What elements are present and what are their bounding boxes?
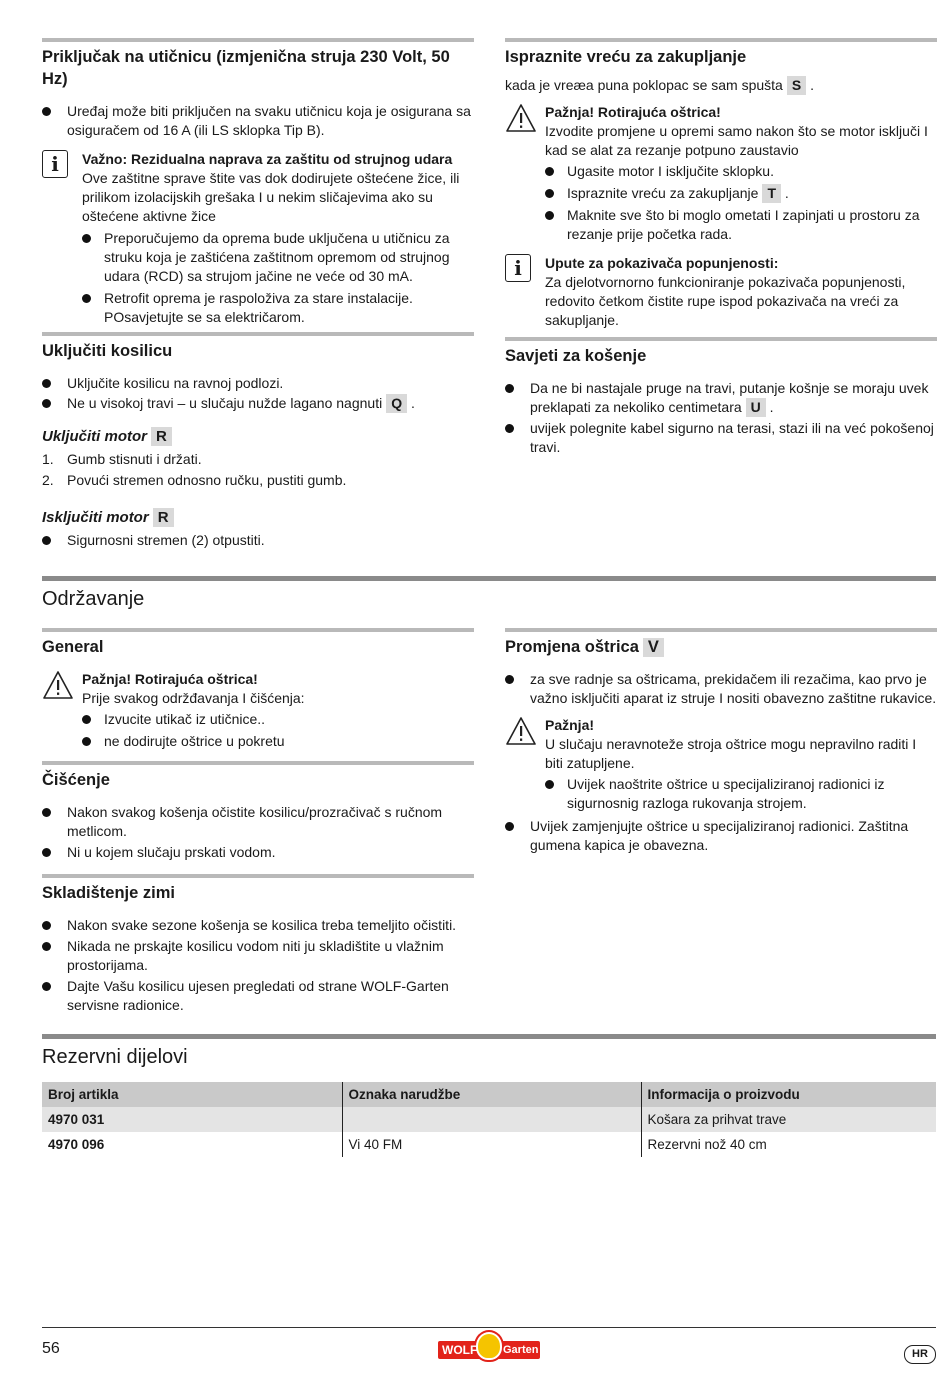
info-note [505,254,937,330]
list-item: Ni u kojem slučaju prskati vodom. [42,843,474,862]
table-header: Informacija o proizvodu [641,1082,936,1107]
list-item: Uključite kosilicu na ravnoj podlozi. [42,374,474,393]
warning-note [42,670,474,751]
list-item: Da ne bi nastajale pruge na travi, putanje košnje se moraju uvek preklapati za nekoliko centimetara U . [505,379,937,417]
table-cell: Košara za prihvat trave [641,1107,936,1132]
section-switch-on [42,332,474,551]
section-title: Rezervni dijelovi [42,1046,188,1068]
section-title: General [42,638,104,656]
section-title: Savjeti za košenje [505,347,647,365]
subheading: Isključiti motor R [42,508,474,527]
note-title: Pažnja! [545,717,595,733]
bullet-list [42,803,474,862]
list-item: Uvijek naoštrite oštrice u specijaliziranoj radionici iz sigurnosnig razloga rukovanja strojem. [545,775,937,813]
list-item: Preporučujemo da oprema bude uključena u utičnicu za struku koja je zaštićena zaštitnom opremom od strujnog udara (RCD) sa strujom jačine ne veće od 30 mA. [82,229,474,286]
section-winter-storage [42,874,474,1016]
list-item: Izvucite utikač iz utičnice.. [82,710,474,729]
section-title: Skladištenje zimi [42,884,175,902]
bullet-list [505,670,937,708]
list-item: za sve radnje sa oštricama, prekidačem ili rezačima, kao prvo je važno isključiti aparat iz struje I nositi obavezno zaštitne rukavice. [505,670,937,708]
note-title: Pažnja! Rotirajuća oštrica! [82,671,258,687]
warning-note [505,103,937,244]
note-text: Ove zaštitne sprave štite vas dok dodirujete oštećene žice, ili prilikom izolacijskih grešaka I u nekim sličajevima ako su oštećene aktivne žice [82,170,460,224]
section-general [42,628,474,761]
bullet-list [42,916,474,1015]
table-header: Oznaka narudžbe [342,1082,641,1107]
list-item: Ne u visokoj travi – u slučaju nužde lagano nagnuti Q . [42,394,474,413]
section-title: Čišćenje [42,771,110,789]
list-item: 1. Gumb stisnuti i držati. [42,451,202,467]
list-item: ne dodirujte oštrice u pokretu [82,732,474,751]
section-mowing-tips [505,337,937,458]
table-cell [342,1107,641,1132]
steps-list [42,450,474,490]
note-text: Izvodite promjene u opremi samo nakon što se motor isključi I kad se alat za rezanje potpuno zaustavio [545,123,928,158]
table-cell: Rezervni nož 40 cm [641,1132,936,1157]
list-item: 2. Povući stremen odnosno ručku, pustiti gumb. [42,472,347,488]
footer-divider [42,1327,936,1328]
list-item: Uređaj može biti priključen na svaku utičnicu koja je osigurana sa osiguračem od 16 A (ili LS sklopka Tip B). [42,102,474,140]
parts-table [42,1082,936,1157]
paragraph: kada je vreæa puna poklopac se sam spušta S . [505,77,814,93]
figure-key: U [746,398,766,417]
section-title: Ispraznite vreću za zakupljanje [505,48,747,66]
list-item: Dajte Vašu kosilicu ujesen pregledati od strane WOLF-Garten servisne radionice. [42,977,474,1015]
bullet-list [545,775,937,813]
section-title: Održavanje [42,588,145,610]
note-text: Za djelotvornorno funkcioniranje pokazivača popunjenosti, redovito četkom čistite rupe ispod pokazivača na vreći za sakupljanje. [545,274,906,328]
wolf-garten-logo [438,1332,540,1362]
bullet-list [42,102,474,140]
list-item: Nakon svakog košenja očistite kosilicu/prozračivač s ručnom metlicom. [42,803,474,841]
section-spare-parts [42,1034,936,1157]
figure-key: V [643,638,664,657]
table-cell: Vi 40 FM [342,1132,641,1157]
page-number: 56 [42,1340,60,1357]
list-item: Sigurnosni stremen (2) otpustiti. [42,531,474,550]
info-icon: i [505,254,531,282]
warning-triangle-icon [505,716,537,746]
table-header-row [42,1082,936,1107]
note-title: Važno: Rezidualna naprava za zaštitu od strujnog udara [82,151,453,167]
figure-key: T [762,184,781,203]
warning-triangle-icon [42,670,74,700]
section-title: Priključak na utičnicu (izmjenična struja 230 Volt, 50 Hz) [42,48,450,88]
table-cell: 4970 096 [48,1137,105,1152]
list-item: Ispraznite vreću za zakupljanje T . [545,184,937,203]
bullet-list [545,162,937,244]
list-item: Ugasite motor I isključite sklopku. [545,162,937,181]
bullet-list [42,374,474,413]
warning-triangle-icon [505,103,537,133]
table-row [42,1107,936,1132]
warning-note [505,716,937,813]
bullet-list [505,817,937,855]
note-text: U slučaju neravnoteže stroja oštrice mogu nepravilno raditi I biti zatupljene. [545,736,917,771]
list-item: Nikada ne prskajte kosilicu vodom niti ju skladištite u vlažnim prostorijama. [42,937,474,975]
note-title: Pažnja! Rotirajuća oštrica! [545,104,721,120]
figure-key: R [153,508,174,527]
section-cleaning [42,761,474,863]
section-title: Promjena oštrica V [505,636,937,658]
bullet-list [82,710,474,751]
section-title: Uključiti kosilicu [42,342,173,360]
note-text: Prije svakog održđavanja I čišćenja: [82,690,305,706]
table-header: Broj artikla [42,1082,342,1107]
info-note [42,150,474,327]
wolf-head-icon [476,1332,502,1360]
list-item: Retrofit oprema je raspoloživa za stare instalacije. POsavjetujte se sa električarom. [82,289,474,327]
section-empty-bag [505,38,937,340]
figure-key: R [151,427,172,446]
note-title: Upute za pokazivača popunjenosti: [545,255,779,271]
section-socket [42,38,474,337]
bullet-list [82,229,474,327]
bullet-list [42,531,474,550]
logo-text-left: WOLF [442,1343,478,1357]
section-blade-change [505,628,937,856]
section-maintenance-header [42,576,936,612]
logo-text-right: Garten [503,1344,539,1356]
table-row [42,1132,936,1157]
subheading: Uključiti motor R [42,427,474,446]
list-item: Uvijek zamjenjujte oštrice u specijaliziranoj radionici. Zaštitna gumena kapica je obavezna. [505,817,937,855]
table-cell: 4970 031 [42,1107,342,1132]
list-item: Nakon svake sezone košenja se kosilica treba temeljito očistiti. [42,916,474,935]
list-item: uvijek polegnite kabel sigurno na terasi, stazi ili na već pokošenoj travi. [505,419,937,457]
language-badge: HR [904,1345,936,1364]
info-icon: i [42,150,68,178]
figure-key: S [787,76,806,95]
figure-key: Q [386,394,407,413]
list-item: Maknite sve što bi moglo ometati I zapinjati u prostoru za rezanje prije početka rada. [545,206,937,244]
bullet-list [505,379,937,457]
